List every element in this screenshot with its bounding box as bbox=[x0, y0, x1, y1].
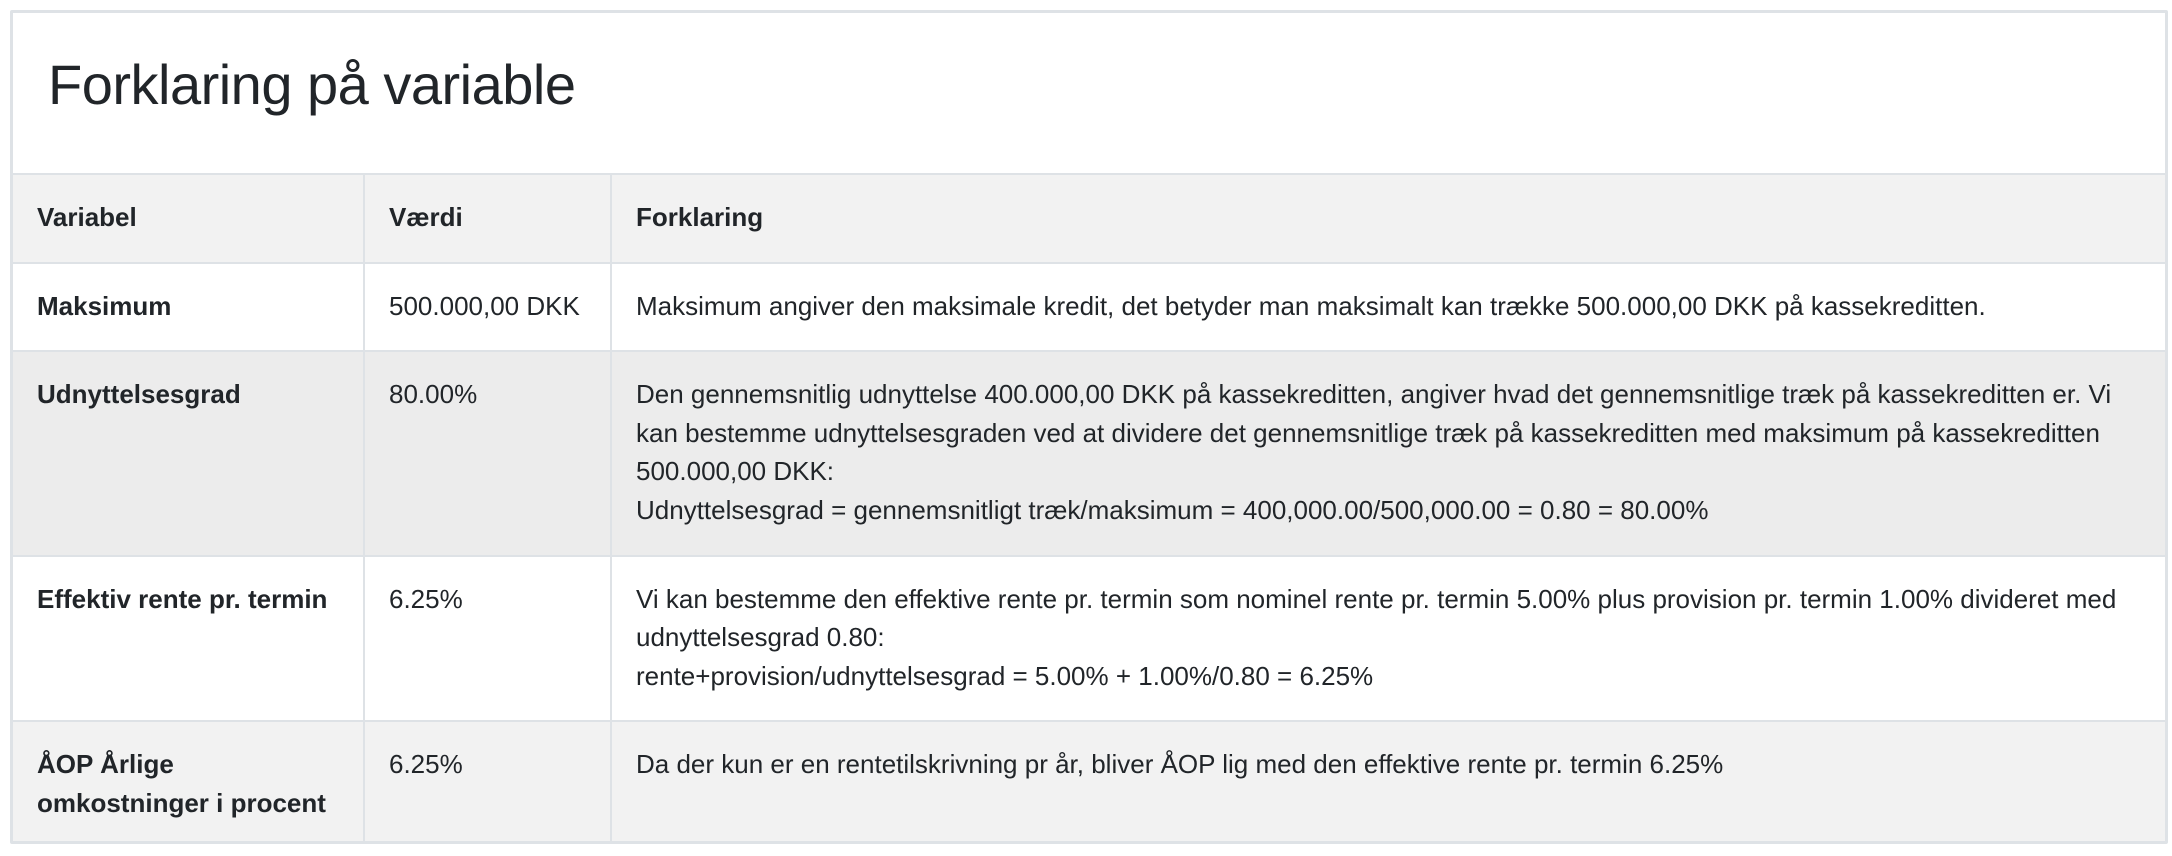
variable-cell: Effektiv rente pr. termin bbox=[13, 556, 364, 722]
value-cell: 6.25% bbox=[364, 721, 611, 844]
explanation-line: Maksimum angiver den maksimale kredit, det betyder man maksimalt kan trække 500.000,00 DKK på kassekreditten. bbox=[636, 290, 1986, 321]
explanation-cell bbox=[611, 721, 2165, 844]
table-row-effektiv-rente bbox=[13, 556, 2165, 722]
table-row-aop bbox=[13, 721, 2165, 844]
column-header-variable: Variabel bbox=[13, 174, 364, 263]
value-cell: 80.00% bbox=[364, 351, 611, 555]
table-header-row bbox=[13, 174, 2165, 263]
explanation-line: Den gennemsnitlig udnyttelse 400.000,00 DKK på kassekreditten, angiver hvad det gennemsnitlige træk på kassekreditten er. Vi kan bestemme udnyttelsesgraden ved at dividere det gennemsnitlige træk på kassekreditten med maksimum på kassekreditten 500.000,00 DKK: bbox=[636, 379, 2112, 487]
table-row-maksimum bbox=[13, 263, 2165, 352]
value-cell: 6.25% bbox=[364, 556, 611, 722]
table-row-udnyttelsesgrad bbox=[13, 351, 2165, 555]
column-header-value: Værdi bbox=[364, 174, 611, 263]
explanation-line: Da der kun er en rentetilskrivning pr år, bliver ÅOP lig med den effektive rente pr. termin 6.25% bbox=[636, 749, 1724, 780]
variable-cell: Udnyttelsesgrad bbox=[13, 351, 364, 555]
variable-cell: Maksimum bbox=[13, 263, 364, 352]
variables-table bbox=[13, 173, 2165, 844]
explanation-cell bbox=[611, 351, 2165, 555]
explanation-line: Vi kan bestemme den effektive rente pr. termin som nominel rente pr. termin 5.00% plus provision pr. termin 1.00% divideret med udnyttelsesgrad 0.80: bbox=[636, 583, 2117, 653]
explanation-cell bbox=[611, 263, 2165, 352]
card-header bbox=[13, 13, 2165, 173]
explanation-formula: Udnyttelsesgrad = gennemsnitligt træk/maksimum = 400,000.00/500,000.00 = 0.80 = 80.00% bbox=[636, 494, 1709, 525]
value-cell: 500.000,00 DKK bbox=[364, 263, 611, 352]
variables-card bbox=[10, 10, 2168, 844]
explanation-cell bbox=[611, 556, 2165, 722]
column-header-explanation: Forklaring bbox=[611, 174, 2165, 263]
explanation-formula: rente+provision/udnyttelsesgrad = 5.00% + 1.00%/0.80 = 6.25% bbox=[636, 660, 1374, 691]
page-title: Forklaring på variable bbox=[48, 53, 576, 116]
variable-cell: ÅOP Årlige omkostninger i procent bbox=[13, 721, 364, 844]
